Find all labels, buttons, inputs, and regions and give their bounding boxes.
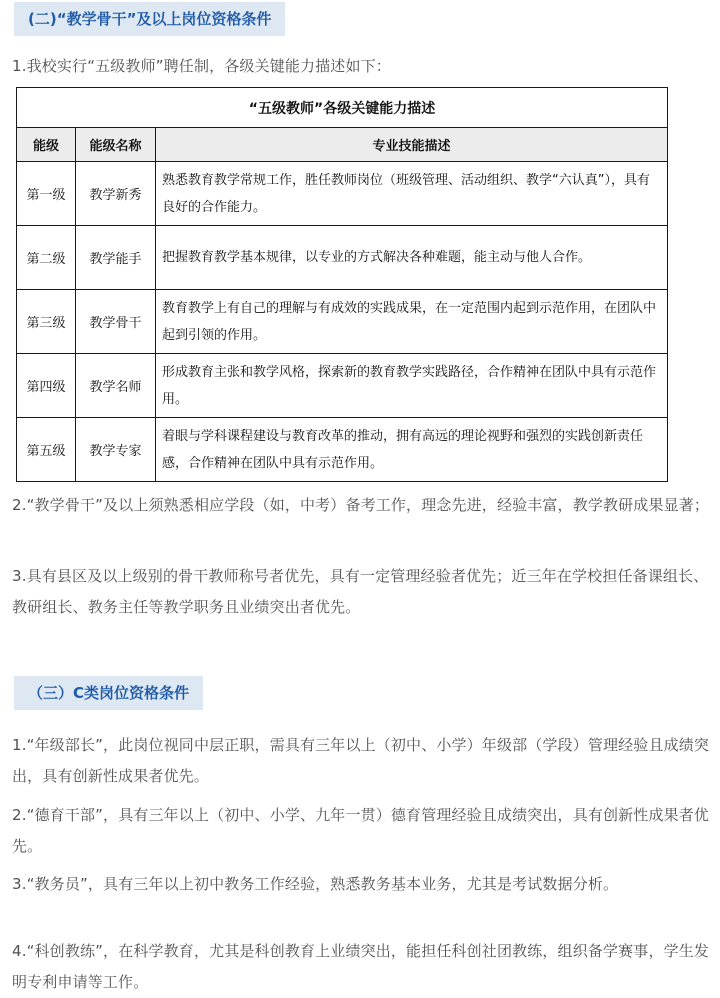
table-row xyxy=(17,418,668,482)
row-level: 第二级 xyxy=(17,226,76,290)
section-3-item-3: 3.“教务员”，具有三年以上初中教务工作经验，熟悉教务基本业务，尤其是考试数据分析。 xyxy=(12,875,619,893)
row-level-name: 教学骨干 xyxy=(76,290,156,354)
table-row xyxy=(17,226,668,290)
row-description: 熟悉教育教学常规工作，胜任教师岗位（班级管理、活动组织、教学“六认真”），具有良好的合作能力。 xyxy=(156,162,668,226)
section-2-heading: (二)“教学骨干”及以上岗位资格条件 xyxy=(14,2,285,36)
table-row xyxy=(17,290,668,354)
section-2-point-2: 2.“教学骨干”及以上须熟悉相应学段（如，中考）备考工作，理念先进，经验丰富，教学教研成果显著； xyxy=(12,496,710,514)
row-level: 第一级 xyxy=(17,162,76,226)
row-description: 形成教育主张和教学风格，探索新的教育教学实践路径，合作精神在团队中具有示范作用。 xyxy=(156,354,668,418)
row-level-name: 教学新秀 xyxy=(76,162,156,226)
row-description: 把握教育教学基本规律，以专业的方式解决各种难题，能主动与他人合作。 xyxy=(156,226,668,290)
section-3-item-1: 1.“年级部长”，此岗位视同中层正职，需具有三年以上（初中、小学）年级部（学段）管理经验且成绩突出，具有创新性成果者优先。 xyxy=(12,736,710,785)
table-row xyxy=(17,162,668,226)
header-level: 能级 xyxy=(17,128,76,162)
section-2-point-3: 3.具有县区及以上级别的骨干教师称号者优先，具有一定管理经验者优先；近三年在学校担任备课组长、教研组长、教务主任等教学职务且业绩突出者优先。 xyxy=(12,567,709,616)
header-skill-description: 专业技能描述 xyxy=(156,128,668,162)
row-description: 教育教学上有自己的理解与有成效的实践成果，在一定范围内起到示范作用，在团队中起到引领的作用。 xyxy=(156,290,668,354)
table-title: “五级教师”各级关键能力描述 xyxy=(17,88,668,128)
row-level: 第五级 xyxy=(17,418,76,482)
table-row xyxy=(17,354,668,418)
row-level-name: 教学专家 xyxy=(76,418,156,482)
section-3-heading: （三）C类岗位资格条件 xyxy=(14,676,203,710)
header-level-name: 能级名称 xyxy=(76,128,156,162)
five-level-teacher-table xyxy=(16,87,668,482)
row-level-name: 教学名师 xyxy=(76,354,156,418)
row-description: 着眼与学科课程建设与教育改革的推动，拥有高远的理论视野和强烈的实践创新责任感，合作精神在团队中具有示范作用。 xyxy=(156,418,668,482)
row-level: 第四级 xyxy=(17,354,76,418)
row-level-name: 教学能手 xyxy=(76,226,156,290)
row-level: 第三级 xyxy=(17,290,76,354)
section-3-item-2: 2.“德育干部”，具有三年以上（初中、小学、九年一贯）德育管理经验且成绩突出，具有创新性成果者优先。 xyxy=(12,806,710,855)
section-2-intro: 1.我校实行“五级教师”聘任制，各级关键能力描述如下： xyxy=(12,57,391,75)
section-3-item-4: 4.“科创教练”，在科学教育，尤其是科创教育上业绩突出，能担任科创社团教练，组织备学赛事，学生发明专利申请等工作。 xyxy=(12,942,710,991)
